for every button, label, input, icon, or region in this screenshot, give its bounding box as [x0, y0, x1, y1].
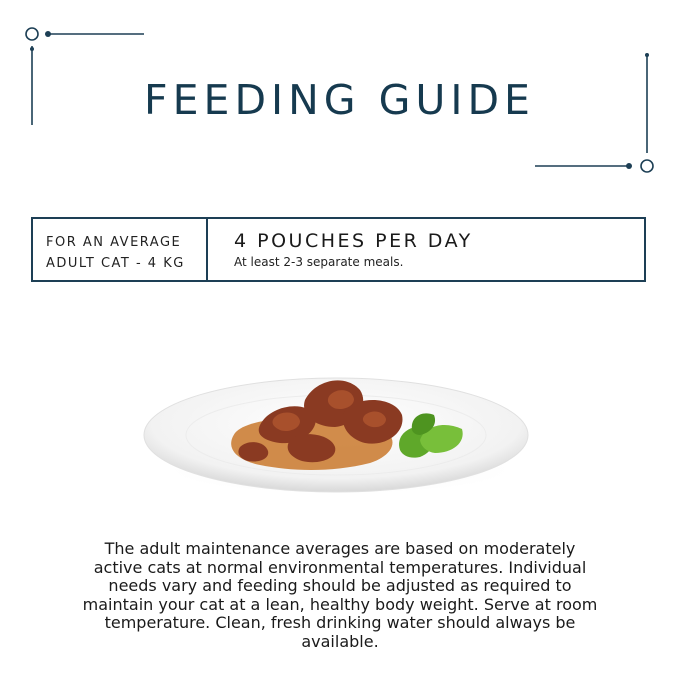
food-plate-image: [140, 355, 540, 505]
feeding-guide-table: [31, 217, 646, 282]
feeding-note: At least 2-3 separate meals.: [234, 255, 404, 269]
feeding-description: The adult maintenance averages are based on moderately active cats at normal environmental temperatures. Individual needs vary and feeding should be adjusted as required to maintain your cat at a lean, healthy body weight. Serve at room temperature. Clean, fresh drinking water should always be available.: [82, 539, 598, 651]
cat-profile-cell: [33, 219, 208, 280]
cat-profile-line1: FOR AN AVERAGE: [46, 235, 182, 250]
feeding-amount: 4 POUCHES PER DAY: [234, 230, 473, 252]
page-title: FEEDING GUIDE: [144, 76, 535, 124]
cat-profile-line2: ADULT CAT - 4 KG: [46, 256, 185, 271]
feeding-amount-cell: [208, 219, 473, 280]
